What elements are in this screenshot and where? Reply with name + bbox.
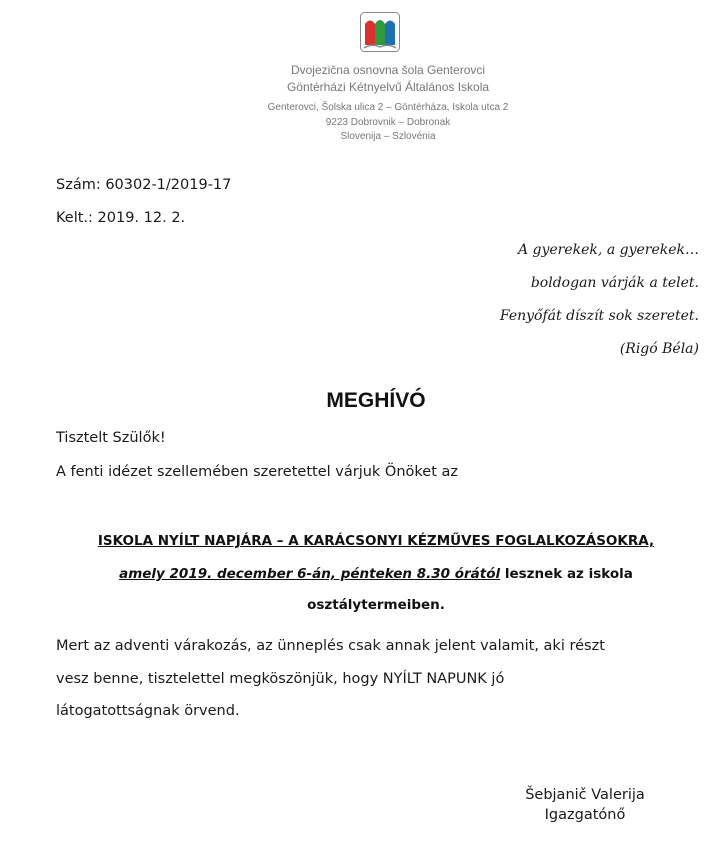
paragraph-line-2: vesz benne, tisztelettel megköszönjük, hogy NYÍLT NAPUNK jó (56, 671, 505, 687)
school-logo-icon (360, 12, 400, 52)
document-date: Kelt.: 2019. 12. 2. (56, 210, 186, 226)
greeting: Tisztelt Szülők! (56, 430, 166, 446)
school-address-line-3: Slovenija – Szlovénia (340, 131, 436, 142)
signature-role: Igazgatónő (544, 807, 626, 823)
school-name-slovenian: Dvojezična osnovna šola Genterovci (290, 63, 486, 77)
event-where: osztálytermeiben. (307, 597, 445, 613)
poem-line-1: A gyerekek, a gyerekek… (517, 242, 699, 258)
school-address-line-2: 9223 Dobrovnik – Dobronak (325, 117, 451, 128)
paragraph-line-1: Mert az adventi várakozás, az ünneplés csak annak jelent valamit, aki részt (56, 638, 605, 654)
event-when (0, 566, 724, 582)
page-title: MEGHÍVÓ (326, 389, 426, 412)
poem-line-3: Fenyőfát díszít sok szeretet. (499, 308, 699, 324)
poem-author: (Rigó Béla) (619, 341, 699, 357)
school-address-line-1: Genterovci, Šolska ulica 2 – Göntérháza, Iskola utca 2 (267, 102, 509, 113)
intro-text: A fenti idézet szellemében szeretettel várjuk Önöket az (56, 464, 458, 480)
event-title: ISKOLA NYÍLT NAPJÁRA – A KARÁCSONYI KÉZMŰVES FOGLALKOZÁSOKRA, (97, 533, 655, 549)
school-name-hungarian: Göntérházi Kétnyelvű Általános Iskola (286, 80, 490, 94)
event-date-time: amely 2019. december 6-án, pénteken 8.30 órától (119, 566, 501, 582)
paragraph-line-3: látogatottságnak örvend. (56, 703, 240, 719)
document-number: Szám: 60302-1/2019-17 (56, 177, 232, 193)
event-when-rest: lesznek az iskola (500, 566, 633, 582)
signature-name: Šebjanič Valerija (525, 787, 645, 803)
poem-line-2: boldogan várják a telet. (530, 275, 699, 291)
